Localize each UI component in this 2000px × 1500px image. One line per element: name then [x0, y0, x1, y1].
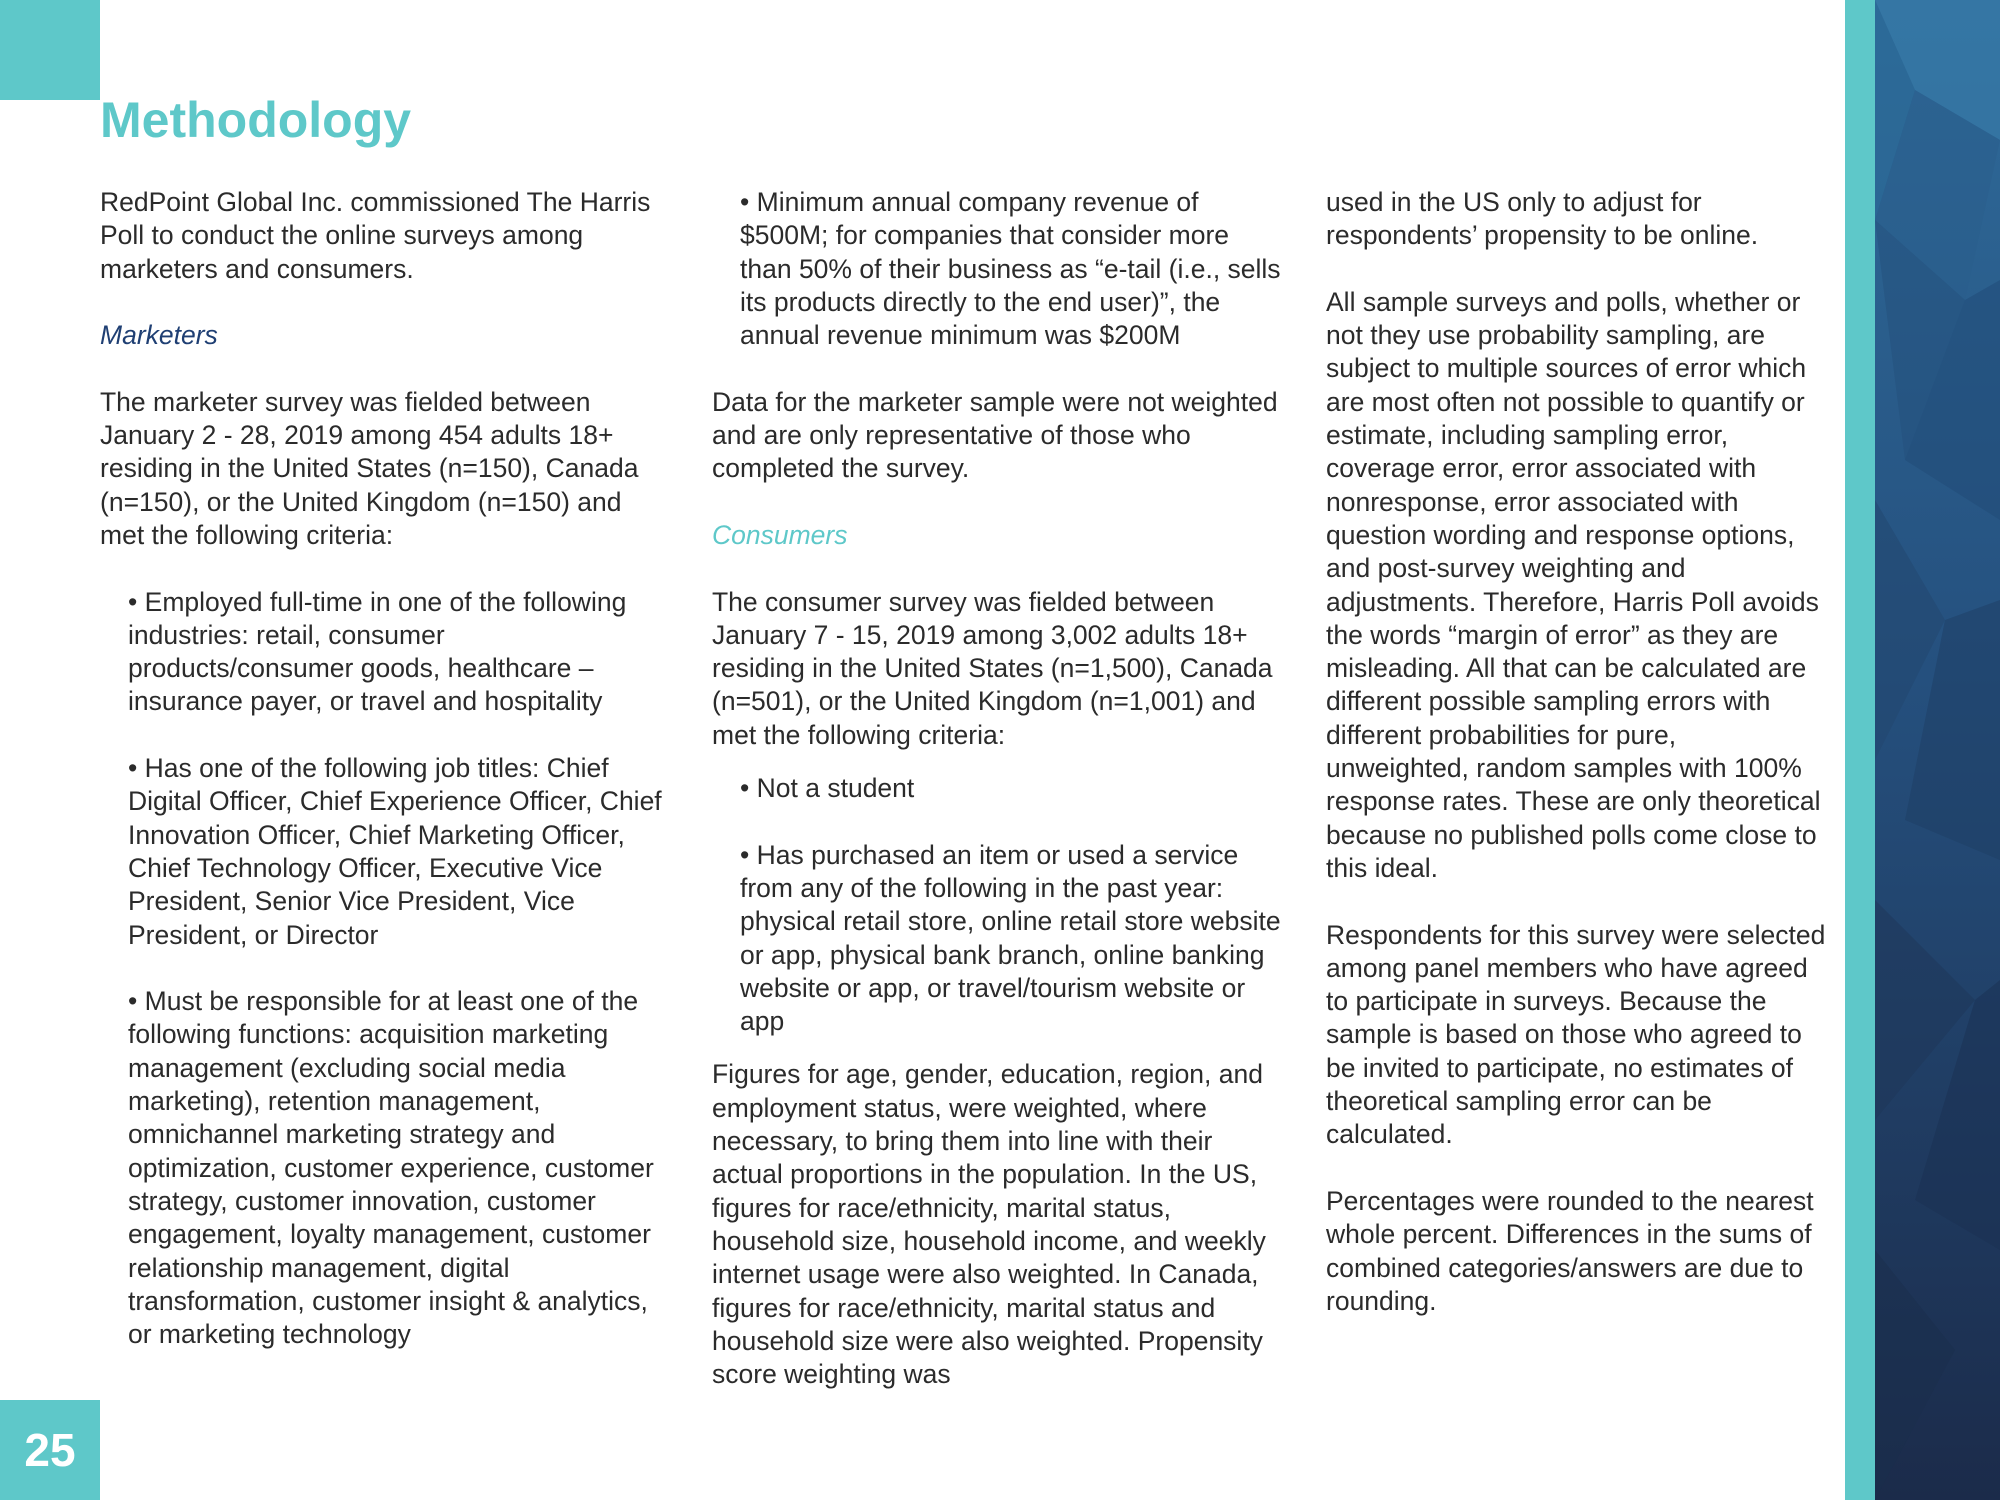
- figures-weighting-paragraph: Figures for age, gender, education, region, and employment status, were weighted, where necessary, to bring them into line with their actual proportions in the population. In the US, figures for race/ethnicity, marital status, household size, household income, and weekly internet usage were also weighted. In Canada, figures for race/ethnicity, marital status and household size were also weighted. Propensity score weighting was: [712, 1059, 1266, 1390]
- bullet-job-titles: • Has one of the following job titles: Chief Digital Officer, Chief Experience Officer, Chief Innovation Officer, Chief Marketing Officer, Chief Technology Officer, Executive Vice President, Senior Vice President, Vice President, or Director: [128, 753, 662, 950]
- rounding-paragraph: Percentages were rounded to the nearest whole percent. Differences in the sums of combined categories/answers are due to rounding.: [1326, 1185, 1814, 1316]
- intro-paragraph: RedPoint Global Inc. commissioned The Harris Poll to conduct the online surveys among marketers and consumers.: [100, 187, 651, 284]
- corner-accent-square: [0, 0, 100, 100]
- error-sources-paragraph: All sample surveys and polls, whether or not they use probability sampling, are subject to multiple sources of error which are most often not possible to quantify or estimate, including sampling error, coverage error, error associated with nonresponse, error associated with question wording and response options, and post-survey weighting and adjustments. Therefore, Harris Poll avoids the words “margin of error” as they are misleading. All that can be calculated are different possible sampling errors with different probabilities for pure, unweighted, random samples with 100% response rates. These are only theoretical because no published polls come close to this ideal.: [1326, 286, 1821, 883]
- polygon-pattern-graphic: [1845, 0, 2000, 1500]
- marketers-heading: Marketers: [100, 320, 218, 351]
- marketers-intro-paragraph: The marketer survey was fielded between January 2 - 28, 2019 among 454 adults 18+ residing in the United States (n=150), Canada (n=150), or the United Kingdom (n=150) and met the following criteria:: [100, 386, 639, 550]
- bullet-revenue: • Minimum annual company revenue of $500M; for companies that consider more than 50% of their business as “e-tail (i.e., sells its products directly to the end user)”, the annual revenue minimum was $200M: [740, 187, 1281, 351]
- consumers-intro-paragraph: The consumer survey was fielded between January 7 - 15, 2019 among 3,002 adults 18+ residing in the United States (n=1,500), Canada (n=501), or the United Kingdom (n=1,001) and met the following criteria:: [712, 586, 1273, 750]
- respondents-paragraph: Respondents for this survey were selected among panel members who have agreed to participate in surveys. Because the sample is based on those who agreed to be invited to participate, no estimates of theoretical sampling error can be calculated.: [1326, 919, 1826, 1150]
- column-middle: [712, 186, 1282, 1391]
- column-right: [1326, 186, 1826, 1318]
- page-number: 25: [0, 1400, 100, 1500]
- bullet-functions: • Must be responsible for at least one of the following functions: acquisition marketing management (excluding social media marketing), retention management, omnichannel marketing strategy and optimization, customer experience, customer strategy, customer innovation, customer engagement, loyalty management, customer relationship management, digital transformation, customer insight & analytics, or marketing technology: [128, 986, 654, 1350]
- marketer-weighting-paragraph: Data for the marketer sample were not weighted and are only representative of those who completed the survey.: [712, 386, 1278, 484]
- bullet-purchased: • Has purchased an item or used a service from any of the following in the past year: physical retail store, online retail store website or app, physical bank branch, online banking website or app, or travel/tourism website or app: [740, 839, 1281, 1037]
- page-title: Methodology: [100, 92, 412, 148]
- bullet-not-student: • Not a student: [740, 773, 915, 804]
- decorative-side-panel: [1845, 0, 2000, 1500]
- bullet-industries: • Employed full-time in one of the following industries: retail, consumer products/consumer goods, healthcare – insurance payer, or travel and hospitality: [128, 586, 627, 717]
- consumers-heading: Consumers: [712, 519, 848, 550]
- propensity-continuation-paragraph: used in the US only to adjust for respondents’ propensity to be online.: [1326, 187, 1759, 251]
- column-left: [100, 186, 670, 1351]
